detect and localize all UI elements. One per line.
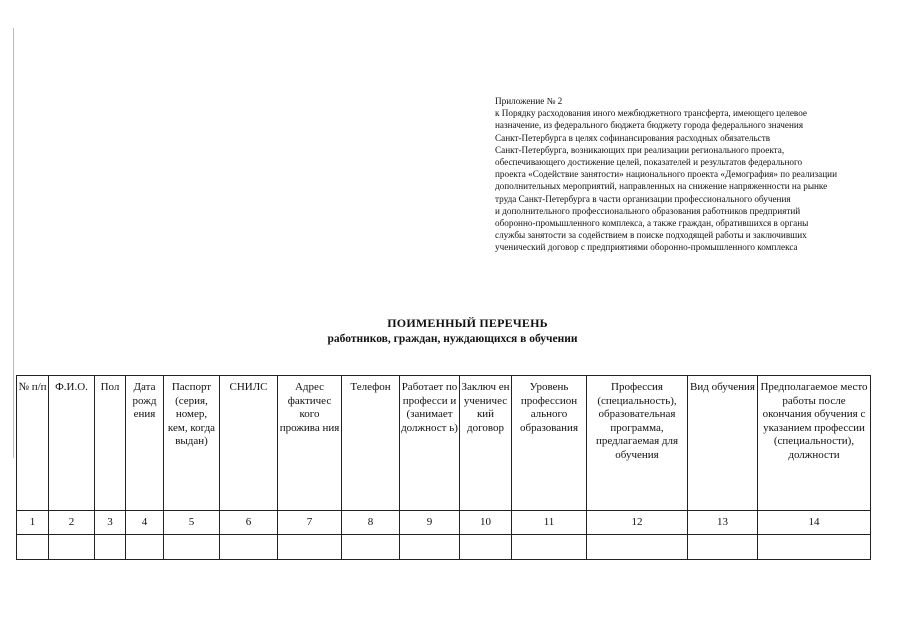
header-cell-fio: Ф.И.О. [49,376,95,511]
empty-cell[interactable] [220,535,278,560]
column-number: 4 [126,511,164,535]
document-subtitle: работников, граждан, нуждающихся в обучении [327,333,578,345]
column-number: 14 [758,511,871,535]
column-number: 6 [220,511,278,535]
empty-cell[interactable] [460,535,512,560]
header-cell-phone: Телефон [342,376,400,511]
scan-edge-line [13,28,14,458]
empty-cell[interactable] [95,535,126,560]
appendix-note: Приложение № 2 к Порядку расходования иного межбюджетного трансферта, имеющего целевое назначение, из федерального бюджета бюджету города федерального значения Санкт-Петербурга в целях софинансирования расходных обязательств Санкт-Петербурга, возникающих при реализации регионального проекта, обеспечивающего достижение целей, показателей и результатов федерального проекта «Содействие занятости» национального проекта «Демография» по реализации дополнительных мероприятий, направленных на снижение напряженности на рынке труда Санкт-Петербурга в части организации профессионального обучения и дополнительного профессионального образования работников предприятий оборонно-промышленного комплекса, а также граждан, обратившихся в органы службы занятости за содействием в поиске подходящей работы и заключивших ученический договор с предприятиями оборонно-промышленного комплекса [495,96,837,253]
column-number: 12 [587,511,688,535]
column-number: 5 [164,511,220,535]
empty-cell[interactable] [342,535,400,560]
empty-cell[interactable] [512,535,587,560]
column-number: 13 [688,511,758,535]
column-number: 10 [460,511,512,535]
column-number: 11 [512,511,587,535]
empty-cell[interactable] [49,535,95,560]
header-cell-profession: Профессия (специальность), образовательная программа, предлагаемая для обучения [587,376,688,511]
header-cell-address: Адрес фактичес кого прожива ния [278,376,342,511]
empty-cell[interactable] [17,535,49,560]
employee-list-table [16,375,871,560]
table-number-row [17,511,871,535]
header-cell-training-type: Вид обучения [688,376,758,511]
header-cell-contract: Заключ ен ученичес кий договор [460,376,512,511]
empty-cell[interactable] [126,535,164,560]
empty-cell[interactable] [278,535,342,560]
title-block [0,316,905,345]
header-cell-current-job: Работает по професси и (занимает должност ь) [400,376,460,511]
empty-cell[interactable] [758,535,871,560]
header-cell-passport: Паспорт (серия, номер, кем, когда выдан) [164,376,220,511]
header-cell-birthdate: Дата рожд ения [126,376,164,511]
header-cell-snils: СНИЛС [220,376,278,511]
header-cell-number: № п/п [17,376,49,511]
column-number: 1 [17,511,49,535]
table-header-row [17,376,871,511]
column-number: 2 [49,511,95,535]
empty-cell[interactable] [400,535,460,560]
empty-cell[interactable] [688,535,758,560]
column-number: 7 [278,511,342,535]
header-cell-sex: Пол [95,376,126,511]
table-empty-row [17,535,871,560]
column-number: 8 [342,511,400,535]
header-cell-education-level: Уровень профессион ального образования [512,376,587,511]
column-number: 9 [400,511,460,535]
empty-cell[interactable] [164,535,220,560]
empty-cell[interactable] [587,535,688,560]
header-cell-future-workplace: Предполагаемое место работы после окончания обучения с указанием профессии (специальности), должности [758,376,871,511]
column-number: 3 [95,511,126,535]
document-title: ПОИМЕННЫЙ ПЕРЕЧЕНЬ [387,316,548,330]
